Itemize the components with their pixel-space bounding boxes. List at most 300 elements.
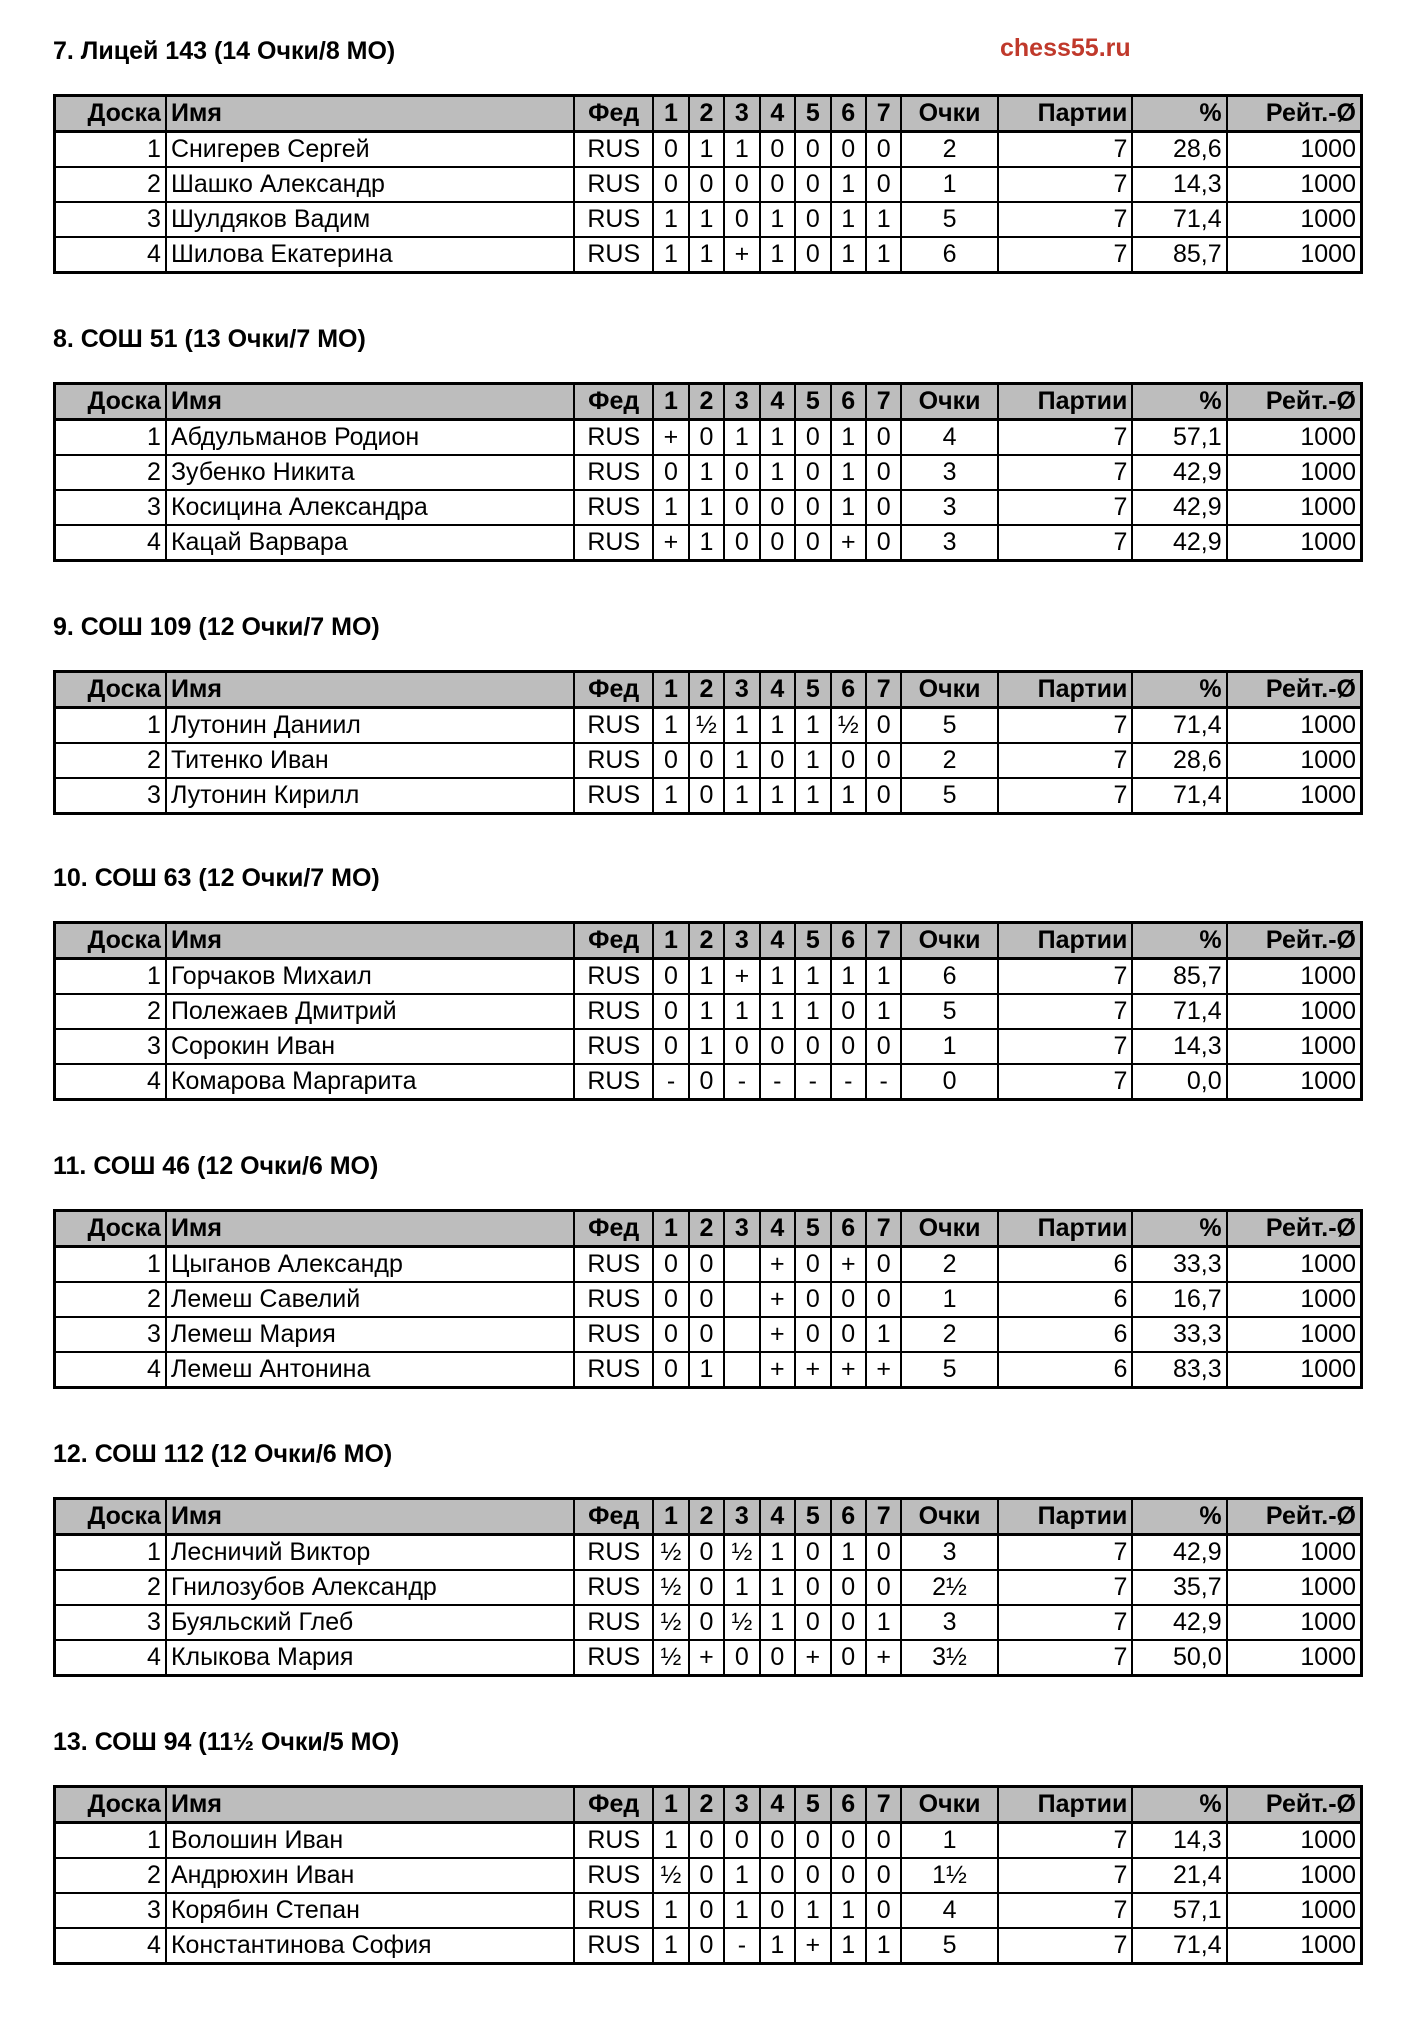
rating-average: 1000 (1227, 1064, 1362, 1100)
player-name: Шашко Александр (166, 167, 574, 202)
header-round-1: 1 (653, 923, 688, 959)
round-result: 0 (795, 1282, 830, 1317)
header-points: Очки (901, 384, 997, 420)
round-result: - (760, 1064, 795, 1100)
federation: RUS (574, 1282, 653, 1317)
round-result: 0 (689, 1282, 724, 1317)
round-result: 1 (653, 778, 688, 814)
points: 4 (901, 1893, 997, 1928)
points: 0 (901, 1064, 997, 1100)
round-result: 0 (795, 1858, 830, 1893)
round-result: 0 (724, 525, 759, 561)
player-name: Цыганов Александр (166, 1247, 574, 1283)
board-number: 2 (55, 167, 166, 202)
team-results-table (53, 921, 1363, 1101)
header-round-7: 7 (866, 672, 901, 708)
round-result: 1 (866, 1317, 901, 1352)
round-result: 1 (724, 994, 759, 1029)
player-name: Гнилозубов Александр (166, 1570, 574, 1605)
round-result: 0 (760, 490, 795, 525)
points: 2 (901, 1317, 997, 1352)
header-fed: Фед (574, 1211, 653, 1247)
round-result: - (795, 1064, 830, 1100)
points: 3 (901, 1605, 997, 1640)
percent: 28,6 (1132, 132, 1226, 168)
rating-average: 1000 (1227, 237, 1362, 273)
points: 3 (901, 455, 997, 490)
header-round-7: 7 (866, 1499, 901, 1535)
header-round-2: 2 (689, 1211, 724, 1247)
points: 3½ (901, 1640, 997, 1676)
points: 2 (901, 132, 997, 168)
round-result: 0 (866, 490, 901, 525)
round-result: 0 (866, 708, 901, 744)
round-result: 0 (831, 132, 866, 168)
round-result: 1 (653, 202, 688, 237)
percent: 16,7 (1132, 1282, 1226, 1317)
federation: RUS (574, 420, 653, 456)
percent: 42,9 (1132, 455, 1226, 490)
round-result: 1 (795, 708, 830, 744)
header-percent: % (1132, 1211, 1226, 1247)
rating-average: 1000 (1227, 1928, 1362, 1964)
round-result: 0 (795, 1535, 830, 1571)
header-games: Партии (998, 672, 1133, 708)
rating-average: 1000 (1227, 778, 1362, 814)
round-result: 1 (689, 132, 724, 168)
round-result: 0 (866, 525, 901, 561)
table-row (55, 708, 1362, 744)
header-round-3: 3 (724, 923, 759, 959)
rating-average: 1000 (1227, 420, 1362, 456)
header-round-2: 2 (689, 96, 724, 132)
round-result: 0 (653, 455, 688, 490)
header-round-4: 4 (760, 96, 795, 132)
percent: 57,1 (1132, 420, 1226, 456)
board-number: 1 (55, 132, 166, 168)
round-result: ½ (653, 1570, 688, 1605)
player-name: Сорокин Иван (166, 1029, 574, 1064)
games-played: 7 (998, 455, 1133, 490)
header-fed: Фед (574, 923, 653, 959)
header-games: Партии (998, 1787, 1133, 1823)
federation: RUS (574, 1605, 653, 1640)
header-round-7: 7 (866, 1211, 901, 1247)
games-played: 6 (998, 1317, 1133, 1352)
percent: 14,3 (1132, 1029, 1226, 1064)
header-round-5: 5 (795, 96, 830, 132)
round-result: ½ (689, 708, 724, 744)
rating-average: 1000 (1227, 490, 1362, 525)
header-round-5: 5 (795, 923, 830, 959)
header-round-5: 5 (795, 384, 830, 420)
header-rating: Рейт.-Ø (1227, 96, 1362, 132)
table-row (55, 237, 1362, 273)
round-result: ½ (724, 1535, 759, 1571)
round-result: 0 (831, 1605, 866, 1640)
table-header-row (55, 384, 1362, 420)
header-board: Доска (55, 672, 166, 708)
round-result: 1 (831, 490, 866, 525)
team-results-table (53, 1785, 1363, 1965)
header-round-5: 5 (795, 672, 830, 708)
points: 1 (901, 167, 997, 202)
round-result: 1 (760, 237, 795, 273)
round-result: 0 (653, 132, 688, 168)
header-rating: Рейт.-Ø (1227, 923, 1362, 959)
header-rating: Рейт.-Ø (1227, 384, 1362, 420)
federation: RUS (574, 1352, 653, 1388)
header-round-7: 7 (866, 384, 901, 420)
round-result: 0 (724, 1029, 759, 1064)
round-result: 1 (760, 1570, 795, 1605)
round-result: 1 (760, 1928, 795, 1964)
round-result: 1 (724, 420, 759, 456)
round-result: 1 (866, 959, 901, 995)
points: 5 (901, 1352, 997, 1388)
round-result: 0 (866, 1282, 901, 1317)
round-result: + (760, 1317, 795, 1352)
round-result: 1 (760, 202, 795, 237)
federation: RUS (574, 1317, 653, 1352)
round-result: 0 (760, 1823, 795, 1859)
rating-average: 1000 (1227, 1640, 1362, 1676)
games-played: 7 (998, 1029, 1133, 1064)
header-name: Имя (166, 672, 574, 708)
round-result: 0 (689, 1570, 724, 1605)
round-result: 0 (866, 1858, 901, 1893)
round-result: 0 (653, 1247, 688, 1283)
round-result: 0 (760, 1893, 795, 1928)
games-played: 7 (998, 420, 1133, 456)
points: 5 (901, 1928, 997, 1964)
round-result: 1 (760, 455, 795, 490)
round-result: 1 (795, 1893, 830, 1928)
player-name: Андрюхин Иван (166, 1858, 574, 1893)
round-result: 0 (724, 490, 759, 525)
header-round-4: 4 (760, 1499, 795, 1535)
percent: 42,9 (1132, 1535, 1226, 1571)
games-played: 6 (998, 1282, 1133, 1317)
round-result: 0 (795, 1605, 830, 1640)
table-row (55, 778, 1362, 814)
federation: RUS (574, 708, 653, 744)
percent: 14,3 (1132, 1823, 1226, 1859)
federation: RUS (574, 455, 653, 490)
table-row (55, 1605, 1362, 1640)
round-result: ½ (653, 1605, 688, 1640)
round-result: 0 (831, 743, 866, 778)
round-result: - (724, 1064, 759, 1100)
round-result: 0 (760, 1858, 795, 1893)
team-title: 9. СОШ 109 (12 Очки/7 МО) (53, 613, 380, 641)
federation: RUS (574, 132, 653, 168)
player-name: Лемеш Мария (166, 1317, 574, 1352)
points: 6 (901, 959, 997, 995)
round-result: 1 (689, 202, 724, 237)
team-title: 13. СОШ 94 (11½ Очки/5 МО) (53, 1728, 400, 1756)
round-result: 0 (724, 1823, 759, 1859)
header-fed: Фед (574, 96, 653, 132)
games-played: 7 (998, 1893, 1133, 1928)
games-played: 7 (998, 743, 1133, 778)
table-row (55, 1029, 1362, 1064)
header-round-6: 6 (831, 1499, 866, 1535)
board-number: 1 (55, 708, 166, 744)
round-result: 0 (795, 1247, 830, 1283)
header-games: Партии (998, 923, 1133, 959)
games-played: 7 (998, 525, 1133, 561)
federation: RUS (574, 1928, 653, 1964)
board-number: 3 (55, 1029, 166, 1064)
header-rating: Рейт.-Ø (1227, 1787, 1362, 1823)
header-percent: % (1132, 96, 1226, 132)
federation: RUS (574, 1570, 653, 1605)
round-result: 0 (689, 1535, 724, 1571)
board-number: 2 (55, 743, 166, 778)
table-row (55, 1858, 1362, 1893)
round-result: 0 (653, 1352, 688, 1388)
round-result: 1 (795, 743, 830, 778)
round-result: 1 (689, 959, 724, 995)
round-result: 1 (724, 778, 759, 814)
header-points: Очки (901, 1787, 997, 1823)
board-number: 1 (55, 1535, 166, 1571)
round-result: + (760, 1352, 795, 1388)
round-result: 0 (866, 778, 901, 814)
round-result: 0 (724, 202, 759, 237)
table-header-row (55, 672, 1362, 708)
round-result: 0 (653, 1282, 688, 1317)
round-result: ½ (831, 708, 866, 744)
table-row (55, 1282, 1362, 1317)
table-row (55, 525, 1362, 561)
header-round-1: 1 (653, 1211, 688, 1247)
round-result: 0 (866, 167, 901, 202)
header-name: Имя (166, 96, 574, 132)
table-header-row (55, 96, 1362, 132)
player-name: Кацай Варвара (166, 525, 574, 561)
round-result: 1 (795, 778, 830, 814)
board-number: 2 (55, 1570, 166, 1605)
round-result: 1 (724, 743, 759, 778)
round-result: 1 (760, 420, 795, 456)
points: 2 (901, 743, 997, 778)
round-result: 0 (689, 1064, 724, 1100)
header-round-4: 4 (760, 923, 795, 959)
round-result: + (795, 1640, 830, 1676)
header-round-3: 3 (724, 96, 759, 132)
games-played: 7 (998, 1823, 1133, 1859)
player-name: Клыкова Мария (166, 1640, 574, 1676)
round-result: 0 (831, 1317, 866, 1352)
header-round-5: 5 (795, 1787, 830, 1823)
team-section (53, 322, 1363, 562)
team-results-table (53, 382, 1363, 562)
header-points: Очки (901, 672, 997, 708)
header-fed: Фед (574, 1499, 653, 1535)
board-number: 2 (55, 994, 166, 1029)
games-played: 7 (998, 490, 1133, 525)
round-result: + (653, 525, 688, 561)
percent: 42,9 (1132, 525, 1226, 561)
header-round-3: 3 (724, 1499, 759, 1535)
round-result: 0 (831, 1282, 866, 1317)
header-percent: % (1132, 1499, 1226, 1535)
federation: RUS (574, 1247, 653, 1283)
federation: RUS (574, 959, 653, 995)
header-fed: Фед (574, 384, 653, 420)
games-played: 7 (998, 778, 1133, 814)
player-name: Буяльский Глеб (166, 1605, 574, 1640)
round-result (724, 1247, 759, 1283)
player-name: Корябин Степан (166, 1893, 574, 1928)
header-round-6: 6 (831, 923, 866, 959)
round-result: + (866, 1352, 901, 1388)
round-result: 0 (866, 1823, 901, 1859)
round-result: 1 (831, 455, 866, 490)
header-round-7: 7 (866, 96, 901, 132)
round-result: + (724, 237, 759, 273)
round-result: + (795, 1352, 830, 1388)
header-board: Доска (55, 1499, 166, 1535)
federation: RUS (574, 994, 653, 1029)
header-fed: Фед (574, 1787, 653, 1823)
rating-average: 1000 (1227, 455, 1362, 490)
round-result: + (760, 1247, 795, 1283)
round-result: 0 (831, 994, 866, 1029)
round-result: 0 (689, 1893, 724, 1928)
federation: RUS (574, 1535, 653, 1571)
table-row (55, 1535, 1362, 1571)
percent: 85,7 (1132, 237, 1226, 273)
table-header-row (55, 1499, 1362, 1535)
team-section (53, 1725, 1363, 1965)
team-title: 10. СОШ 63 (12 Очки/7 МО) (53, 864, 380, 892)
header-round-6: 6 (831, 672, 866, 708)
rating-average: 1000 (1227, 132, 1362, 168)
federation: RUS (574, 778, 653, 814)
percent: 14,3 (1132, 167, 1226, 202)
board-number: 4 (55, 1352, 166, 1388)
percent: 42,9 (1132, 1605, 1226, 1640)
round-result: 1 (760, 1605, 795, 1640)
header-round-2: 2 (689, 384, 724, 420)
round-result: 0 (831, 1823, 866, 1859)
header-round-4: 4 (760, 1211, 795, 1247)
round-result: 0 (831, 1640, 866, 1676)
rating-average: 1000 (1227, 708, 1362, 744)
board-number: 3 (55, 1605, 166, 1640)
round-result: 0 (689, 1928, 724, 1964)
round-result: 0 (795, 132, 830, 168)
round-result: 1 (831, 237, 866, 273)
round-result: - (653, 1064, 688, 1100)
federation: RUS (574, 1858, 653, 1893)
player-name: Абдульманов Родион (166, 420, 574, 456)
round-result: 0 (689, 743, 724, 778)
round-result: 0 (689, 1317, 724, 1352)
rating-average: 1000 (1227, 994, 1362, 1029)
federation: RUS (574, 1893, 653, 1928)
percent: 33,3 (1132, 1317, 1226, 1352)
round-result: 1 (831, 778, 866, 814)
table-header-row (55, 1787, 1362, 1823)
round-result: 0 (795, 202, 830, 237)
header-points: Очки (901, 96, 997, 132)
round-result: + (831, 525, 866, 561)
games-played: 7 (998, 959, 1133, 995)
rating-average: 1000 (1227, 1029, 1362, 1064)
round-result: 1 (866, 994, 901, 1029)
round-result: 0 (795, 1570, 830, 1605)
header-board: Доска (55, 1211, 166, 1247)
round-result: 0 (689, 420, 724, 456)
rating-average: 1000 (1227, 1247, 1362, 1283)
percent: 42,9 (1132, 490, 1226, 525)
player-name: Снигерев Сергей (166, 132, 574, 168)
round-result: - (831, 1064, 866, 1100)
table-row (55, 167, 1362, 202)
games-played: 7 (998, 132, 1133, 168)
rating-average: 1000 (1227, 167, 1362, 202)
board-number: 1 (55, 959, 166, 995)
player-name: Косицина Александра (166, 490, 574, 525)
federation: RUS (574, 525, 653, 561)
header-round-7: 7 (866, 1787, 901, 1823)
table-row (55, 1247, 1362, 1283)
table-row (55, 959, 1362, 995)
points: 6 (901, 237, 997, 273)
header-round-2: 2 (689, 672, 724, 708)
round-result: 0 (760, 167, 795, 202)
round-result: 0 (866, 1029, 901, 1064)
round-result: + (831, 1352, 866, 1388)
round-result: 1 (653, 237, 688, 273)
round-result: + (689, 1640, 724, 1676)
header-name: Имя (166, 1787, 574, 1823)
round-result: 1 (653, 1928, 688, 1964)
team-title: 8. СОШ 51 (13 Очки/7 МО) (53, 325, 366, 353)
board-number: 4 (55, 237, 166, 273)
games-played: 6 (998, 1247, 1133, 1283)
percent: 83,3 (1132, 1352, 1226, 1388)
round-result: 1 (831, 202, 866, 237)
round-result: 0 (760, 132, 795, 168)
board-number: 3 (55, 1893, 166, 1928)
games-played: 7 (998, 1535, 1133, 1571)
games-played: 7 (998, 1605, 1133, 1640)
rating-average: 1000 (1227, 959, 1362, 995)
points: 1½ (901, 1858, 997, 1893)
header-round-3: 3 (724, 384, 759, 420)
player-name: Титенко Иван (166, 743, 574, 778)
games-played: 7 (998, 1858, 1133, 1893)
round-result: 0 (795, 1317, 830, 1352)
table-row (55, 202, 1362, 237)
games-played: 7 (998, 237, 1133, 273)
round-result: 1 (653, 490, 688, 525)
round-result: 1 (795, 959, 830, 995)
team-section (53, 34, 1363, 274)
games-played: 7 (998, 708, 1133, 744)
points: 1 (901, 1282, 997, 1317)
header-name: Имя (166, 384, 574, 420)
header-round-5: 5 (795, 1211, 830, 1247)
federation: RUS (574, 1640, 653, 1676)
round-result: 0 (653, 1317, 688, 1352)
points: 1 (901, 1823, 997, 1859)
